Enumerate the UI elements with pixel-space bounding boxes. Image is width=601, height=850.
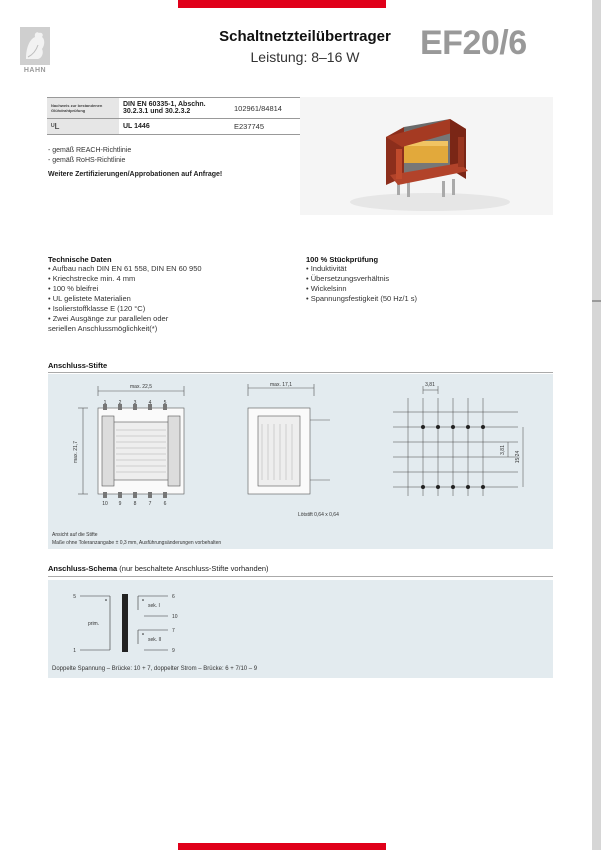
side-bar-mark bbox=[592, 300, 601, 302]
top-accent-bar bbox=[178, 0, 386, 8]
side-width-label: max. 17,1 bbox=[270, 382, 292, 388]
list-item: seriellen Anschlussmöglichkeit(*) bbox=[48, 324, 158, 333]
pin-label: 1 bbox=[103, 400, 107, 406]
section-heading: 100 % Stückprüfung bbox=[306, 255, 379, 264]
divider bbox=[48, 372, 553, 373]
schema-heading-line bbox=[48, 564, 269, 573]
divider bbox=[48, 576, 553, 577]
certification-table bbox=[47, 97, 304, 135]
pin-label: 8 bbox=[133, 501, 137, 507]
list-item: • 100 % bleifrei bbox=[48, 284, 99, 293]
pin-label: 2 bbox=[118, 400, 122, 406]
primary-label: prim. bbox=[88, 621, 100, 627]
pin-label: 9 bbox=[118, 501, 122, 507]
footnote-tolerance: Maße ohne Toleranzangabe ± 0,3 mm, Ausführungsänderungen vorbehalten bbox=[52, 540, 222, 546]
hahn-logo bbox=[20, 27, 50, 77]
list-item: • UL gelistete Materialien bbox=[48, 294, 131, 303]
grid-span-y: 15,24 bbox=[515, 450, 521, 464]
grid-pitch-y: 3,81 bbox=[500, 445, 506, 455]
schema-panel bbox=[48, 580, 553, 678]
list-item: • Isolierstoffklasse E (120 °C) bbox=[48, 304, 146, 313]
table-row bbox=[47, 98, 304, 119]
cert-standard: DIN EN 60335-1, Abschn. 30.2.3.1 und 30.2.3.2 bbox=[119, 98, 230, 119]
pin-label: 5 bbox=[73, 594, 76, 600]
list-item: • Induktivität bbox=[306, 264, 347, 273]
ul-mark: ᵁL bbox=[51, 122, 60, 131]
side-bar bbox=[592, 0, 601, 850]
table-row bbox=[47, 119, 304, 135]
cert-number: E237745 bbox=[230, 119, 304, 135]
pin-label: 1 bbox=[73, 648, 76, 654]
pin-label: 4 bbox=[148, 400, 152, 406]
pin-label: 6 bbox=[172, 594, 175, 600]
technical-data bbox=[48, 255, 202, 334]
front-height-label: max. 21,7 bbox=[73, 441, 79, 463]
pin-label: 9 bbox=[172, 648, 175, 654]
secondary-2-label: sek. II bbox=[148, 637, 162, 643]
cert-standard: UL 1446 bbox=[119, 119, 230, 135]
schema-drawing bbox=[48, 580, 553, 678]
secondary-1-label: sek. I bbox=[148, 603, 160, 609]
list-item: • Wickelsinn bbox=[306, 284, 347, 293]
section-heading: Technische Daten bbox=[48, 255, 112, 264]
pins-panel bbox=[48, 374, 553, 549]
further-certifications: Weitere Zertifizierungen/Approbationen auf Anfrage! bbox=[48, 171, 223, 178]
list-item: • Kriechstrecke min. 4 mm bbox=[48, 274, 136, 283]
footnote-view: Ansicht auf die Stifte bbox=[52, 532, 98, 538]
ul-logo-icon bbox=[47, 119, 119, 135]
pins-drawing bbox=[48, 374, 553, 549]
pin-label: 10 bbox=[102, 501, 108, 507]
pin-label: 7 bbox=[172, 628, 175, 634]
compliance-notes bbox=[48, 146, 131, 166]
cert-label: Nachweis zur bestandenen Glühdrahtprüfung bbox=[47, 98, 119, 119]
power-rating: Leistung: 8–16 W bbox=[250, 49, 360, 65]
bottom-accent-bar bbox=[178, 843, 386, 850]
pin-label: 10 bbox=[172, 614, 178, 620]
grid-pitch-x: 3,81 bbox=[425, 382, 435, 388]
logo-text: HAHN bbox=[23, 67, 47, 74]
routine-test-list bbox=[306, 264, 417, 304]
pin-label: 5 bbox=[163, 400, 167, 406]
list-item: • Spannungsfestigkeit (50 Hz/1 s) bbox=[306, 294, 418, 303]
schema-heading-note: (nur beschaltete Anschluss-Stifte vorhanden) bbox=[117, 564, 269, 573]
type-number: EF20/6 bbox=[420, 24, 527, 62]
pin-note: Lötstift 0,64 x 0,64 bbox=[298, 512, 339, 518]
pins-heading: Anschluss-Stifte bbox=[48, 361, 108, 370]
list-item: - gemäß RoHS-Richtlinie bbox=[48, 157, 126, 164]
technical-data-list bbox=[48, 264, 202, 334]
cert-number: 102961/84814 bbox=[230, 98, 304, 119]
list-item: • Zwei Ausgänge zur parallelen oder bbox=[48, 314, 169, 323]
list-item: • Übersetzungsverhältnis bbox=[306, 274, 390, 283]
schema-note: Doppelte Spannung – Brücke: 10 + 7, doppelter Strom – Brücke: 6 + 7/10 – 9 bbox=[52, 666, 258, 672]
pin-label: 7 bbox=[148, 501, 152, 507]
transformer-image bbox=[300, 97, 553, 215]
schema-heading: Anschluss-Schema bbox=[48, 564, 118, 573]
list-item: - gemäß REACH-Richtlinie bbox=[48, 147, 132, 154]
product-photo bbox=[300, 97, 553, 215]
pin-label: 3 bbox=[133, 400, 137, 406]
pin-label: 6 bbox=[163, 501, 167, 507]
rooster-icon bbox=[20, 27, 50, 65]
front-width-label: max. 22,5 bbox=[130, 384, 152, 390]
page-title: Schaltnetzteilübertrager bbox=[219, 28, 391, 45]
routine-test bbox=[306, 255, 417, 304]
list-item: • Aufbau nach DIN EN 61 558, DIN EN 60 950 bbox=[48, 264, 202, 273]
